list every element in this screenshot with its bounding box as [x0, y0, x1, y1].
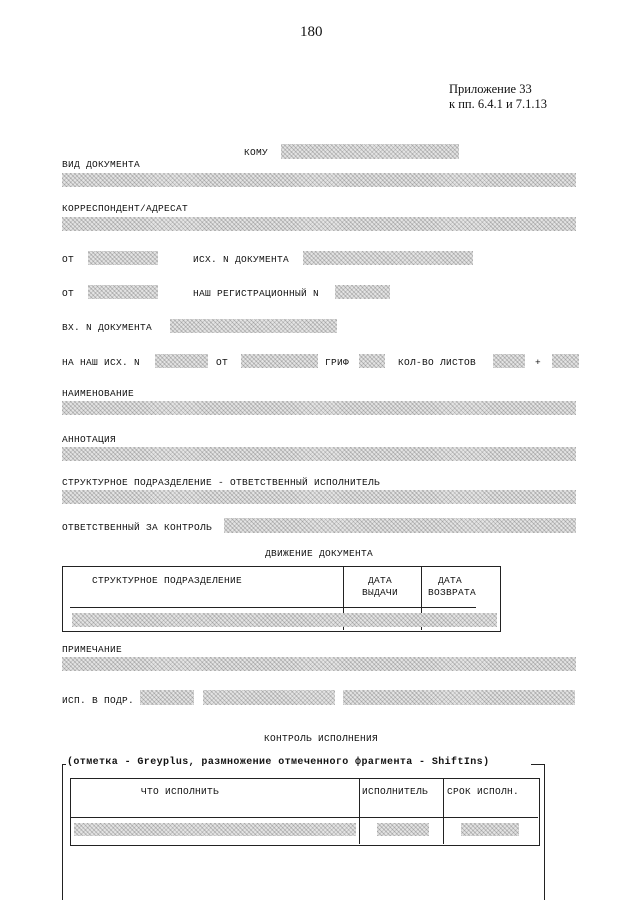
control-task-field[interactable] — [74, 823, 356, 836]
control-hint: (отметка - Greyplus, размножение отмеченного фрагмента - ShiftIns) — [67, 757, 490, 768]
executed-unit-field[interactable] — [140, 690, 194, 705]
reply-to-label: НА НАШ ИСХ. N — [62, 357, 141, 368]
control-frame-top-right — [531, 764, 545, 765]
reply-date-field[interactable] — [241, 354, 318, 368]
reply-date-label: ОТ — [216, 357, 229, 368]
control-frame-right — [544, 764, 545, 900]
classification-field[interactable] — [359, 354, 385, 368]
annotation-label: АННОТАЦИЯ — [62, 434, 117, 445]
appendix-title: Приложение 33 — [449, 82, 532, 96]
outgoing-number-label: ИСХ. N ДОКУМЕНТА — [193, 254, 290, 265]
movement-col-issue-date-2: ВЫДАЧИ — [362, 587, 399, 598]
document-type-field[interactable] — [62, 173, 576, 187]
movement-col-unit: СТРУКТУРНОЕ ПОДРАЗДЕЛЕНИЕ — [92, 575, 243, 586]
registration-date-field[interactable] — [88, 285, 158, 299]
control-responsible-field[interactable] — [224, 518, 576, 533]
executed-info-field[interactable] — [343, 690, 575, 705]
executed-person-field[interactable] — [203, 690, 335, 705]
movement-col-return-date-1: ДАТА — [438, 575, 463, 586]
movement-col-issue-date-1: ДАТА — [368, 575, 393, 586]
control-col-executor: ИСПОЛНИТЕЛЬ — [362, 786, 429, 797]
control-deadline-field[interactable] — [461, 823, 519, 836]
note-label: ПРИМЕЧАНИЕ — [62, 644, 123, 655]
responsible-unit-label: СТРУКТУРНОЕ ПОДРАЗДЕЛЕНИЕ - ОТВЕТСТВЕННЫЙ ИСПОЛНИТЕЛЬ — [62, 477, 381, 488]
correspondent-label: КОРРЕСПОНДЕНТ/АДРЕСАТ — [62, 203, 189, 214]
movement-col-return-date-2: ВОЗВРАТА — [428, 587, 477, 598]
control-col-task: ЧТО ИСПОЛНИТЬ — [141, 786, 220, 797]
incoming-number-field[interactable] — [170, 319, 337, 333]
document-type-label: ВИД ДОКУМЕНТА — [62, 159, 141, 170]
control-title: КОНТРОЛЬ ИСПОЛНЕНИЯ — [264, 733, 379, 744]
komu-field[interactable] — [281, 144, 459, 159]
from-label: ОТ — [62, 254, 75, 265]
annotation-field[interactable] — [62, 447, 576, 461]
title-label: НАИМЕНОВАНИЕ — [62, 388, 135, 399]
control-responsible-label: ОТВЕТСТВЕННЫЙ ЗА КОНТРОЛЬ — [62, 522, 213, 533]
control-executor-field[interactable] — [377, 823, 429, 836]
movement-header-line — [70, 607, 476, 608]
appendix-points: к пп. 6.4.1 и 7.1.13 — [449, 97, 548, 111]
control-divider-2 — [443, 778, 444, 844]
control-header-line — [70, 817, 538, 818]
executed-in-unit-label: ИСП. В ПОДР. — [62, 695, 135, 706]
movement-title: ДВИЖЕНИЕ ДОКУМЕНТА — [265, 548, 374, 559]
control-divider-1 — [359, 778, 360, 844]
sheets-count-field[interactable] — [493, 354, 525, 368]
note-field[interactable] — [62, 657, 576, 671]
title-field[interactable] — [62, 401, 576, 415]
from-label-2: ОТ — [62, 288, 75, 299]
outgoing-number-field[interactable] — [303, 251, 473, 265]
page-number: 180 — [300, 24, 323, 40]
correspondent-field[interactable] — [62, 217, 576, 231]
classification-label: ГРИФ — [325, 357, 350, 368]
from-date-field[interactable] — [88, 251, 158, 265]
sheets-count-label: КОЛ-ВО ЛИСТОВ — [398, 357, 477, 368]
movement-row[interactable] — [72, 613, 497, 627]
reply-to-number-field[interactable] — [155, 354, 208, 368]
plus-sign: + — [535, 357, 542, 368]
attachments-count-field[interactable] — [552, 354, 579, 368]
control-frame-left — [62, 764, 63, 900]
registration-number-field[interactable] — [335, 285, 390, 299]
responsible-unit-field[interactable] — [62, 490, 576, 504]
control-col-deadline: СРОК ИСПОЛН. — [447, 786, 520, 797]
komu-label: КОМУ — [244, 147, 269, 158]
registration-number-label: НАШ РЕГИСТРАЦИОННЫЙ N — [193, 288, 320, 299]
incoming-number-label: ВХ. N ДОКУМЕНТА — [62, 322, 153, 333]
appendix-ref — [449, 82, 547, 112]
